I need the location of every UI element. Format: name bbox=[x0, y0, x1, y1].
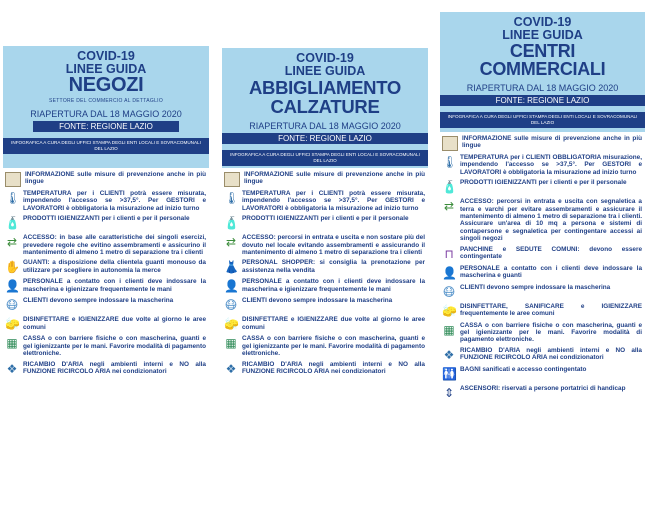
guideline-text: DISINFETTARE e IGIENIZZARE due volte al giorno le aree comuni bbox=[242, 316, 425, 331]
category-title: ABBIGLIAMENTO bbox=[249, 77, 401, 98]
guideline-item bbox=[224, 171, 425, 187]
guideline-item bbox=[224, 316, 425, 332]
restroom-icon: 🚻 bbox=[442, 366, 457, 381]
guideline-text: TEMPERATURA per i CLIENTI OBBLIGATORIA misurazione, impendendo l'accesso se >37,5°. Per GESTORI e LAVORATORI è obbligatoria la misurazione ad inizio turno bbox=[460, 154, 642, 176]
linee-guida-title: LINEE GUIDA bbox=[284, 64, 366, 78]
guideline-text: CASSA o con barriere fisiche o con mascherina, guanti e gel igienizzante per le mani. Favorire modalità di pagamento elettroniche. bbox=[242, 335, 425, 358]
guideline-item bbox=[5, 190, 206, 212]
guideline-item bbox=[442, 198, 642, 242]
source-badge: FONTE: REGIONE LAZIO bbox=[33, 121, 179, 132]
guideline-text: CLIENTI devono sempre indossare la mascherina bbox=[460, 283, 611, 291]
guideline-item bbox=[224, 259, 425, 275]
guideline-text: DISINFETTARE, SANIFICARE e IGIENIZZARE frequentemente le aree comuni bbox=[460, 302, 642, 318]
guideline-item bbox=[224, 297, 425, 313]
arrows-icon: ⇄ bbox=[225, 235, 237, 250]
poster-abbigliamento-calzature bbox=[222, 48, 428, 508]
guideline-item bbox=[5, 335, 206, 357]
document-icon bbox=[224, 172, 240, 187]
spray-icon: 🧽 bbox=[442, 303, 457, 318]
category-title: CENTRI bbox=[509, 41, 576, 61]
guideline-item bbox=[5, 361, 206, 377]
guideline-text: GUANTI: a disposizione della clientela guanti monouso da utilizzare per scegliere in autonomia la merce bbox=[23, 259, 206, 274]
air-exchange-icon: ❖ bbox=[6, 361, 18, 376]
category-title: COMMERCIALI bbox=[479, 59, 606, 79]
guideline-text: PERSONALE a contatto con i clienti deve indossare la mascherina e igienizzare frequentemente le mani bbox=[23, 278, 206, 293]
guideline-text: PERSONALE a contatto con i clienti deve indossare la mascherina e guanti bbox=[460, 264, 642, 280]
guideline-item bbox=[224, 335, 425, 357]
guideline-text: RICAMBIO D'ARIA negli ambienti interni e NO alla FUNZIONE RICIRCOLO ARIA nei condizionatori bbox=[242, 360, 425, 376]
guideline-text: PERSONALE a contatto con i clienti deve indossare la mascherina e igienizzare frequentemente le mani bbox=[242, 278, 425, 293]
guideline-text: ACCESSO: percorsi in entrata e uscita e non sostare più del dovuto nel locale evitando assembramenti e assicurando il mantenimento di almeno 1 metro di separazione tra i clienti bbox=[242, 234, 425, 257]
bench-icon: ⊓ bbox=[444, 246, 454, 261]
guideline-item bbox=[442, 179, 642, 195]
curated-by-banner: INFOGRAFICA A CURA DEGLI UFFICI STAMPA DEGLI ENTI LOCALI E SOVRACOMUNALI DEL LAZIO bbox=[3, 138, 209, 154]
guideline-text: CASSA o con barriere fisiche o con mascherina, guanti e gel igienizzante per le mani. Favorire modalità di pagamento elettroniche. bbox=[23, 335, 206, 358]
mask-icon: 😷 bbox=[224, 298, 238, 313]
guideline-text: PRODOTTI IGIENIZZANTI per i clienti e per il personale bbox=[23, 215, 190, 223]
person-icon: 👤 bbox=[5, 279, 20, 294]
poster-header bbox=[222, 48, 428, 168]
guideline-item bbox=[5, 215, 206, 231]
guideline-text: INFORMAZIONE sulle misure di prevenzione anche in più lingue bbox=[25, 171, 206, 186]
elevator-icon: ⇕ bbox=[443, 385, 455, 400]
guideline-list bbox=[3, 168, 209, 377]
air-exchange-icon: ❖ bbox=[443, 347, 455, 362]
guideline-text: CASSA o con barriere fisiche o con mascherina, guanti e gel igienizzante per le mani. Favorire modalità di pagamento elettroniche. bbox=[460, 321, 642, 344]
person-icon: 👤 bbox=[442, 265, 457, 280]
poster-header bbox=[3, 46, 209, 168]
guideline-text: PRODOTTI IGIENIZZANTI per i clienti e per il personale bbox=[242, 215, 409, 223]
guideline-item bbox=[442, 366, 642, 382]
guideline-text: PANCHINE e SEDUTE COMUNI: devono essere contingentate bbox=[460, 245, 642, 261]
air-exchange-icon: ❖ bbox=[225, 361, 237, 376]
thermometer-icon: 🌡 bbox=[5, 191, 21, 205]
guideline-item bbox=[442, 246, 642, 262]
guideline-text: RICAMBIO D'ARIA negli ambienti interni e NO alla FUNZIONE RICIRCOLO ARIA nei condizionatori bbox=[23, 360, 206, 376]
mask-icon: 😷 bbox=[442, 284, 456, 299]
guideline-item bbox=[5, 316, 206, 332]
guideline-text: ACCESSO: percorsi in entrata e uscita con segnaletica a terra e varchi per evitare assembramenti e assicurare il mantenimento di almeno 1 metro di separazione tra i clienti. Assicurare un'area di 10 mq a persona e sistemi di contapersone e segnaletica per contingentare accessi ai singoli negozi bbox=[460, 198, 642, 243]
source-badge: FONTE: REGIONE LAZIO bbox=[440, 95, 645, 106]
covid-title: COVID-19 bbox=[77, 49, 135, 63]
guideline-item bbox=[442, 265, 642, 281]
document-icon bbox=[5, 172, 21, 187]
reopening-date: RIAPERTURA DAL 18 MAGGIO 2020 bbox=[249, 121, 401, 131]
guideline-item bbox=[5, 234, 206, 256]
guideline-text: TEMPERATURA per i CLIENTI potrà essere misurata, impendendo l'accesso se >37,5°. Per GESTORI e LAVORATORI è obbligatoria la misurazione ad inizio turno bbox=[23, 190, 206, 212]
reopening-date: RIAPERTURA DAL 18 MAGGIO 2020 bbox=[30, 109, 182, 119]
guideline-text: DISINFETTARE e IGIENIZZARE due volte al giorno le aree comuni bbox=[23, 316, 206, 331]
mask-icon: 😷 bbox=[5, 298, 19, 313]
covid-title: COVID-19 bbox=[513, 15, 572, 29]
gloves-icon: ✋ bbox=[5, 260, 20, 275]
guideline-item bbox=[5, 297, 206, 313]
category-title: CALZATURE bbox=[270, 96, 380, 117]
guideline-text: PERSONAL SHOPPER: si consiglia la prenotazione per assistenza nella vendita bbox=[242, 259, 425, 274]
guideline-list bbox=[222, 168, 428, 377]
guideline-item bbox=[224, 278, 425, 294]
guideline-text: TEMPERATURA per i CLIENTI potrà essere misurata, impendendo l'accesso se >37,5°. Per GESTORI e LAVORATORI è obbligatoria la misurazione ad inizio turno bbox=[242, 190, 425, 212]
guideline-text: CLIENTI devono sempre indossare la mascherina bbox=[23, 297, 174, 305]
guideline-text: CLIENTI devono sempre indossare la mascherina bbox=[242, 297, 393, 305]
guideline-item bbox=[442, 135, 642, 151]
person-icon: 👤 bbox=[224, 279, 239, 294]
poster-negozi bbox=[3, 46, 209, 508]
document-icon bbox=[442, 136, 458, 151]
guideline-item bbox=[442, 322, 642, 344]
arrows-icon: ⇄ bbox=[6, 235, 18, 250]
guideline-item bbox=[224, 234, 425, 256]
guideline-item bbox=[224, 190, 425, 212]
guideline-list bbox=[440, 132, 645, 401]
sanitizer-icon: 🧴 bbox=[442, 180, 457, 195]
sanitizer-icon: 🧴 bbox=[224, 216, 239, 231]
spray-icon: 🧽 bbox=[224, 317, 239, 332]
guideline-item bbox=[442, 284, 642, 300]
guideline-text: ASCENSORI: riservati a persone portatrici di handicap bbox=[460, 384, 626, 392]
poster-centri-commerciali bbox=[440, 12, 645, 508]
guideline-item bbox=[224, 215, 425, 231]
linee-guida-title: LINEE GUIDA bbox=[65, 62, 147, 76]
reopening-date: RIAPERTURA DAL 18 MAGGIO 2020 bbox=[466, 83, 619, 93]
curated-by-banner: INFOGRAFICA A CURA DEGLI UFFICI STAMPA DEGLI ENTI LOCALI E SOVRACOMUNALI DEL LAZIO bbox=[440, 112, 645, 128]
linee-guida-title: LINEE GUIDA bbox=[502, 28, 583, 42]
guideline-text: ACCESSO: in base alle caratteristiche dei singoli esercizi, prevedere regole che evitino assembramenti e assicurino il mantenimento di almeno 1 metro di separazione tra i clienti bbox=[23, 234, 206, 257]
sector-subtitle: SETTORE DEL COMMERCIO AL DETTAGLIO bbox=[48, 98, 164, 104]
guideline-item bbox=[442, 154, 642, 176]
thermometer-icon: 🌡 bbox=[224, 191, 240, 205]
guideline-item bbox=[5, 171, 206, 187]
covid-title: COVID-19 bbox=[296, 51, 354, 65]
poster-header bbox=[440, 12, 645, 132]
guideline-text: RICAMBIO D'ARIA negli ambienti interni e NO alla FUNZIONE RICIRCOLO ARIA nei condizionatori bbox=[460, 346, 642, 362]
source-badge: FONTE: REGIONE LAZIO bbox=[222, 133, 428, 144]
guideline-item bbox=[442, 303, 642, 319]
arrows-icon: ⇄ bbox=[443, 199, 455, 214]
cash-register-icon: ▦ bbox=[443, 322, 455, 337]
guideline-item bbox=[5, 259, 206, 275]
cash-register-icon: ▦ bbox=[6, 336, 18, 351]
curated-by-banner: INFOGRAFICA A CURA DEGLI UFFICI STAMPA DEGLI ENTI LOCALI E SOVRACOMUNALI DEL LAZIO bbox=[222, 150, 428, 166]
guideline-item bbox=[224, 361, 425, 377]
category-title: NEGOZI bbox=[68, 74, 144, 96]
spray-icon: 🧽 bbox=[5, 317, 20, 332]
cash-register-icon: ▦ bbox=[225, 336, 237, 351]
guideline-text: BAGNI sanificati e accesso contingentato bbox=[460, 365, 587, 373]
shopper-icon: 👗 bbox=[224, 260, 239, 275]
sanitizer-icon: 🧴 bbox=[5, 216, 20, 231]
guideline-text: INFORMAZIONE sulle misure di prevenzione anche in più lingue bbox=[462, 135, 642, 150]
guideline-text: INFORMAZIONE sulle misure di prevenzione anche in più lingue bbox=[244, 171, 425, 186]
guideline-item bbox=[442, 347, 642, 363]
guideline-item bbox=[5, 278, 206, 294]
thermometer-icon: 🌡 bbox=[442, 155, 458, 169]
guideline-item bbox=[442, 385, 642, 401]
guideline-text: PRODOTTI IGIENIZZANTI per i clienti e per il personale bbox=[460, 179, 627, 187]
